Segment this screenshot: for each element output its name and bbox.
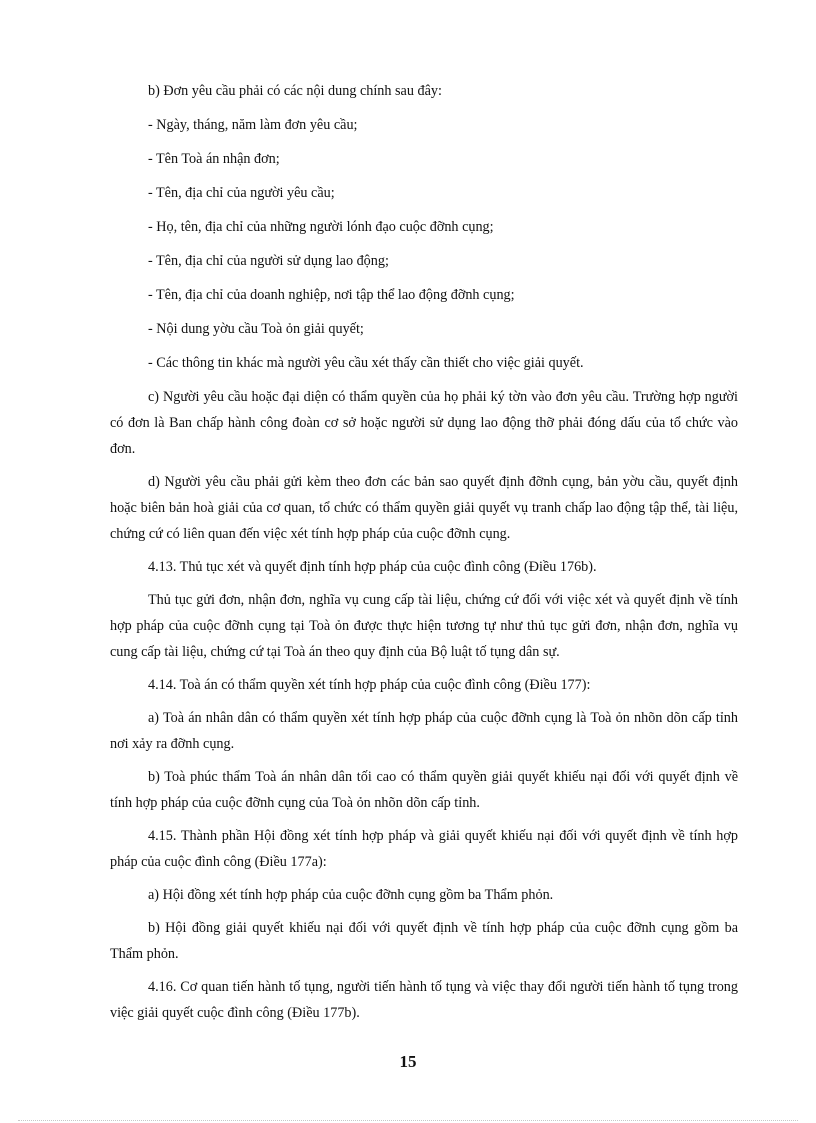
section-heading: 4.14. Toà án có thẩm quyền xét tính hợp pháp của cuộc đình công (Điều 177):	[148, 677, 591, 693]
list-item: - Họ, tên, địa chỉ của những người lónh đạo cuộc đỡnh cụng;	[148, 219, 494, 235]
paragraph: c) Người yêu cầu hoặc đại diện có thẩm quyền của họ phải ký tờn vào đơn yêu cầu. Trường hợp người có đơn là Ban chấp hành công đoàn cơ sở hoặc người sử dụng lao động thỡ phải đóng dấu của tổ chức vào đơn.	[110, 389, 738, 457]
document-body	[110, 78, 738, 1033]
list-item: - Tên, địa chỉ của doanh nghiệp, nơi tập thể lao động đỡnh cụng;	[148, 287, 515, 303]
paragraph: d) Người yêu cầu phải gửi kèm theo đơn các bản sao quyết định đỡnh cụng, bản yờu cầu, quyết định hoặc biên bản hoà giải của cơ quan, tổ chức có thẩm quyền giải quyết vụ tranh chấp lao động tập thể, tài liệu, chứng cứ có liên quan đến việc xét tính hợp pháp của cuộc đỡnh cụng.	[110, 474, 738, 542]
page-footer-divider	[18, 1120, 798, 1121]
list-item: - Nội dung yờu cầu Toà ỏn giải quyết;	[148, 321, 364, 337]
list-item: - Ngày, tháng, năm làm đơn yêu cầu;	[148, 117, 358, 133]
list-item: - Các thông tin khác mà người yêu cầu xét thấy cần thiết cho việc giải quyết.	[148, 355, 584, 371]
section-heading: 4.15. Thành phần Hội đồng xét tính hợp pháp và giải quyết khiếu nại đối với quyết định về tính hợp pháp của cuộc đình công (Điều 177a):	[110, 828, 738, 870]
paragraph: a) Toà án nhân dân có thẩm quyền xét tính hợp pháp của cuộc đỡnh cụng là Toà ỏn nhõn dõn cấp tỉnh nơi xảy ra đỡnh cụng.	[110, 710, 738, 752]
list-item: - Tên, địa chỉ của người sử dụng lao động;	[148, 253, 389, 269]
page-number: 15	[399, 1052, 417, 1071]
list-item: - Tên, địa chỉ của người yêu cầu;	[148, 185, 335, 201]
paragraph: b) Hội đồng giải quyết khiếu nại đối với quyết định về tính hợp pháp của cuộc đỡnh cụng gồm ba Thẩm phỏn.	[110, 920, 738, 962]
section-heading: 4.16. Cơ quan tiến hành tố tụng, người tiến hành tố tụng và việc thay đổi người tiến hành tố tụng trong việc giải quyết cuộc đình công (Điều 177b).	[110, 979, 738, 1021]
list-item: b) Đơn yêu cầu phải có các nội dung chính sau đây:	[148, 83, 442, 99]
paragraph: Thủ tục gửi đơn, nhận đơn, nghĩa vụ cung cấp tài liệu, chứng cứ đối với việc xét và quyết định về tính hợp pháp của cuộc đỡnh cụng tại Toà ỏn được thực hiện tương tự như thủ tục gửi đơn, nhận đơn, nghĩa vụ cung cấp tài liệu, chứng cứ tại Toà án theo quy định của Bộ luật tố tụng dân sự.	[110, 592, 738, 660]
list-item: - Tên Toà án nhận đơn;	[148, 151, 280, 167]
paragraph: b) Toà phúc thẩm Toà án nhân dân tối cao có thẩm quyền giải quyết khiếu nại đối với quyết định về tính hợp pháp của cuộc đỡnh cụng của Toà ỏn nhõn dõn cấp tỉnh.	[110, 769, 738, 811]
section-heading: 4.13. Thủ tục xét và quyết định tính hợp pháp của cuộc đình công (Điều 176b).	[148, 559, 597, 575]
paragraph: a) Hội đồng xét tính hợp pháp của cuộc đỡnh cụng gồm ba Thẩm phỏn.	[148, 887, 554, 903]
